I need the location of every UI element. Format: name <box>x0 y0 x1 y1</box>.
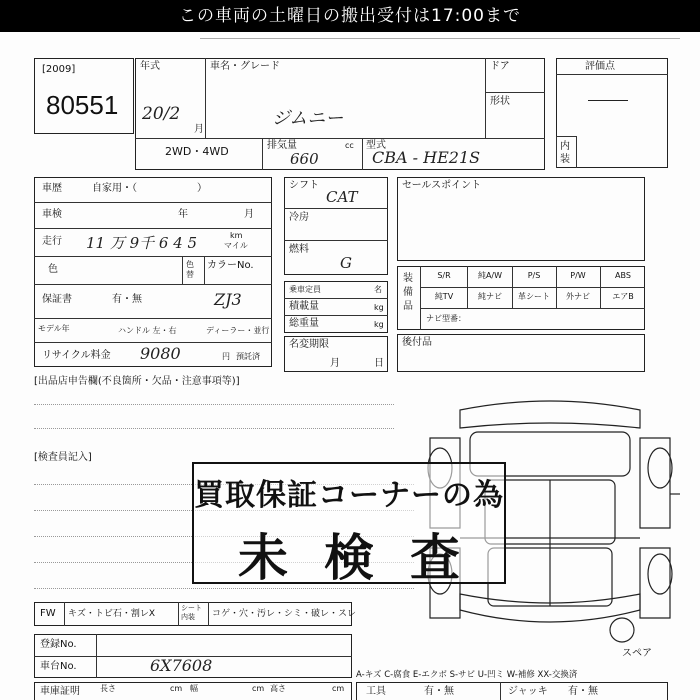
cert-length-unit: cm <box>170 684 183 693</box>
history-label: 車歴 <box>42 183 62 194</box>
name-change-day: 日 <box>374 358 384 369</box>
cert-height: 高さ <box>270 684 286 693</box>
stamp-line-guarantee: 買取保証コーナーの為 <box>194 478 504 513</box>
warranty-label: 保証書 <box>42 294 72 305</box>
handle-label: ハンドル 左・右 <box>118 326 177 335</box>
mileage-value: 11 万 9千 6 4 5 <box>86 234 198 252</box>
cert-length: 長さ <box>100 684 116 693</box>
inspector-notes-header: [検査員記入] <box>34 452 92 463</box>
saturday-pickup-banner: この車両の土曜日の搬出受付は17:00まで <box>0 0 700 32</box>
shape-label: 形状 <box>490 96 510 107</box>
aftermarket-label: 後付品 <box>402 337 432 348</box>
mile-unit: マイル <box>224 241 248 250</box>
uninspected-stamp <box>192 462 506 587</box>
total-weight-label: 総重量 <box>289 318 319 329</box>
cert-width: 幅 <box>190 684 198 693</box>
eq-genuine-aw: 純A/W <box>477 271 503 280</box>
model-year-label: モデル年 <box>38 324 70 333</box>
lot-number: 80551 <box>46 90 119 120</box>
eq-abs: ABS <box>615 271 631 280</box>
eq-genuine-navi: 純ナビ <box>478 292 502 301</box>
seller-notes-header: [出品店申告欄(不良箇所・欠品・注意事項等)] <box>34 376 240 387</box>
fuel-value: G <box>340 254 352 272</box>
inspection-label: 車検 <box>42 209 62 220</box>
model-type-label: 型式 <box>366 140 386 151</box>
warranty-value: 有・無 <box>112 294 142 305</box>
fw-codes: キズ・トビ石・割レX <box>68 609 155 619</box>
recycle-label: リサイクル料金 <box>42 350 111 361</box>
dealer-label: ディーラー・並行 <box>206 326 270 335</box>
jack-label: ジャッキ <box>508 686 548 697</box>
yen-unit: 円 <box>222 352 230 361</box>
chassis-value: 6X7608 <box>150 656 213 675</box>
shift-label: シフト <box>289 180 319 191</box>
tools-label: 工具 <box>366 686 386 697</box>
drive-type: 2WD・4WD <box>165 145 229 158</box>
score-dash <box>588 100 628 101</box>
color-no-value: ZJ3 <box>214 290 242 309</box>
spare-label: スペア <box>622 648 652 659</box>
title-rule <box>200 38 680 39</box>
eq-airbag: エアB <box>612 292 634 301</box>
inspection-month: 月 <box>244 209 254 220</box>
displacement-label: 排気量 <box>267 140 297 151</box>
sales-point-label: セールスポイント <box>402 180 482 191</box>
registration-label: 登録No. <box>40 639 77 650</box>
year-label: 年式 <box>140 61 160 72</box>
history-value: 自家用・（ ） <box>92 183 207 194</box>
deposit-label: 預託済 <box>236 352 260 361</box>
tools-value: 有・無 <box>424 686 454 697</box>
model-value: ジムニー <box>272 108 344 129</box>
navi-model-label: ナビ型番： <box>426 314 466 323</box>
eq-leather-seat: 革シート <box>518 292 550 301</box>
cert-width-unit: cm <box>252 684 265 693</box>
fw-label: FW <box>40 608 56 619</box>
fuel-label: 燃料 <box>289 244 309 255</box>
cert-height-unit: cm <box>332 684 345 693</box>
displacement-value: 660 <box>290 150 319 168</box>
interior-label: 内装 <box>560 141 570 165</box>
door-label: ドア <box>490 61 510 72</box>
ac-label: 冷房 <box>289 212 309 223</box>
month-suffix: 月 <box>194 124 204 135</box>
aftermarket-box <box>397 334 645 372</box>
riding-unit: 名 <box>374 285 382 294</box>
color-no-label: カラーNo. <box>207 260 254 271</box>
lot-year-tag: [2009] <box>42 64 76 75</box>
riding-capacity-label: 乗車定員 <box>289 285 321 294</box>
details-table <box>34 177 272 367</box>
score-label: 評価点 <box>585 61 615 72</box>
color-change-label: 色替 <box>186 260 194 279</box>
model-grade-label: 車名・グレード <box>210 61 280 72</box>
total-unit: kg <box>374 320 384 329</box>
model-code-value: CBA - HE21S <box>372 148 481 167</box>
name-change-month: 月 <box>330 358 340 369</box>
km-unit: km <box>230 231 243 240</box>
shift-value: CAT <box>326 188 358 206</box>
seat-interior-label: シート内装 <box>181 604 202 621</box>
eq-ps: P/S <box>527 271 541 280</box>
year-value: 20/2 <box>142 104 181 124</box>
cc-unit: cc <box>345 141 354 150</box>
color-label: 色 <box>48 264 58 275</box>
load-label: 積載量 <box>289 301 319 312</box>
load-unit: kg <box>374 303 384 312</box>
garage-cert-label: 車庫証明 <box>40 686 80 697</box>
stamp-line-uninspected: 未検査 <box>238 529 496 587</box>
mileage-label: 走行 <box>42 236 62 247</box>
equipment-label: 装備品 <box>403 273 413 312</box>
recycle-value: 9080 <box>140 344 181 363</box>
chassis-label: 車台No. <box>40 661 77 672</box>
name-change-label: 名変期限 <box>289 339 329 350</box>
damage-legend: A-キズ C-腐食 E-エクボ S-サビ U-凹ミ W-補修 XX-交換済 <box>356 670 578 680</box>
eq-aftermarket-navi: 外ナビ <box>566 292 590 301</box>
inspection-year: 年 <box>178 209 188 220</box>
eq-genuine-tv: 純TV <box>434 292 454 301</box>
eq-sunroof: S/R <box>437 271 451 280</box>
eq-pw: P/W <box>570 271 586 280</box>
seat-codes: コゲ・穴・汚レ・シミ・破レ・スレ <box>212 609 357 619</box>
jack-value: 有・無 <box>568 686 598 697</box>
